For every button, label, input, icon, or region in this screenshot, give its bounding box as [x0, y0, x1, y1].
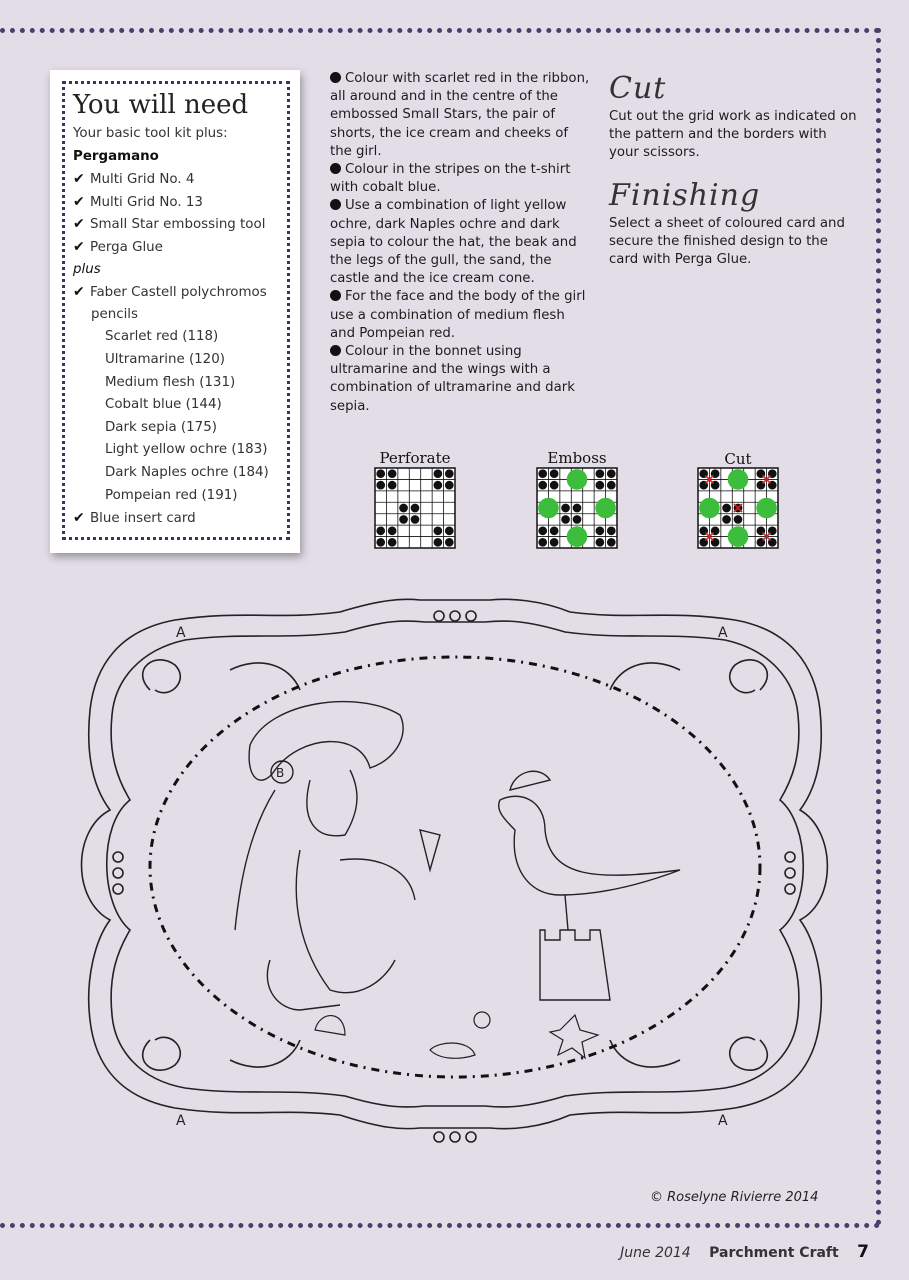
page-footer [620, 1242, 869, 1262]
emboss-grid-hole [561, 504, 570, 513]
perforate-grid-hole [434, 527, 443, 536]
pencil-item: Dark Naples ochre (184) [105, 464, 269, 480]
perforate-grid-hole [376, 527, 385, 536]
cut-grid-hole [734, 515, 743, 524]
perforate-grid-hole [434, 538, 443, 547]
emboss-grid-hole [607, 481, 616, 490]
cut-heading: Cut [609, 71, 667, 106]
bullet-icon [330, 345, 341, 356]
corner-label-a: A [176, 625, 186, 641]
list-item-continued: pencils [91, 306, 139, 322]
pencil-item: Cobalt blue (144) [105, 397, 222, 413]
emboss-grid-hole [550, 481, 559, 490]
perforate-grid-hole [445, 481, 454, 490]
check-icon: ✔ [73, 510, 85, 527]
beach-shells [315, 1012, 598, 1058]
perforate-grid-hole [411, 504, 420, 513]
cut-grid-embossed-dot [699, 498, 720, 519]
pencil-item: Ultramarine (120) [105, 351, 225, 367]
corner-label-a: A [718, 625, 728, 641]
instruction-paragraph: Colour in the stripes on the t-shirt with cobalt blue. [330, 162, 571, 196]
perforate-grid-hole [388, 481, 397, 490]
emboss-grid-hole [538, 527, 547, 536]
check-icon: ✔ [73, 171, 85, 188]
cut-grid-hole [722, 504, 731, 513]
emboss-grid-hole [538, 538, 547, 547]
pencil-item: Scarlet red (118) [105, 329, 219, 345]
perforate-grid-hole [376, 538, 385, 547]
emboss-label: Emboss [547, 449, 607, 467]
emboss-grid-hole [607, 538, 616, 547]
list-item: ✔ Multi Grid No. 13 [73, 191, 287, 214]
cut-text: Cut out the grid work as indicated on the pattern and the borders with your scissors. [609, 109, 857, 161]
tool-kit-intro: Your basic tool kit plus: [73, 126, 228, 141]
perforate-grid-diagram [374, 467, 456, 549]
emboss-grid-hole [607, 469, 616, 478]
check-icon: ✔ [73, 216, 85, 233]
pattern-artwork [0, 560, 909, 1129]
perforate-grid-hole [445, 527, 454, 536]
section-pergamano: Pergamano [73, 148, 159, 164]
perforate-grid-hole [434, 469, 443, 478]
emboss-grid-hole [550, 469, 559, 478]
instruction-paragraph: Colour in the bonnet using ultramarine and the wings with a combination of ultramarine and dark sepia. [330, 344, 575, 414]
perforate-grid-hole [388, 538, 397, 547]
list-item: ✔ Faber Castell polychromos [73, 281, 287, 304]
bullet-icon [330, 199, 341, 210]
emboss-grid-hole [596, 481, 605, 490]
scroll-frame [82, 599, 828, 1142]
perforate-grid-hole [376, 481, 385, 490]
cut-grid-embossed-dot [756, 498, 777, 519]
dotted-oval [150, 657, 760, 1077]
emboss-grid-hole [550, 527, 559, 536]
cut-grid-diagram [697, 467, 779, 549]
you-will-need-dotted-frame [62, 81, 290, 540]
list-item: ✔ Multi Grid No. 4 [73, 168, 287, 191]
emboss-grid-embossed-dot [567, 469, 588, 490]
girl-figure [235, 702, 440, 1010]
pencil-item: Pompeian red (191) [105, 487, 238, 503]
emboss-grid-embossed-dot [567, 526, 588, 547]
dotted-border-bottom [0, 1223, 880, 1228]
seagull-figure [499, 771, 680, 1000]
perforate-grid-hole [411, 515, 420, 524]
check-icon: ✔ [73, 284, 85, 301]
check-icon: ✔ [73, 193, 85, 210]
instruction-paragraph: Colour with scarlet red in the ribbon, all around and in the centre of the embossed Small Stars, the pair of shorts, the ice cream and cheeks of the girl. [330, 71, 590, 159]
instruction-paragraph: Use a combination of light yellow ochre, dark Naples ochre and dark sepia to colour the hat, the beak and the legs of the gull, the sand, the castle and the ice cream cone. [330, 198, 577, 287]
emboss-grid-hole [596, 538, 605, 547]
pencil-item: Medium flesh (131) [105, 374, 236, 390]
magazine-name: Parchment Craft [709, 1245, 839, 1261]
you-will-need-title: You will need [73, 90, 249, 120]
list-item: ✔ Blue insert card [73, 507, 287, 530]
perforate-grid-hole [434, 481, 443, 490]
corner-label-a: A [718, 1113, 728, 1129]
bonnet-label-b: B [276, 766, 285, 780]
cut-grid-embossed-dot [728, 526, 749, 547]
instruction-paragraph: For the face and the body of the girl use a combination of medium flesh and Pompeian red. [330, 289, 586, 341]
emboss-grid-hole [538, 469, 547, 478]
cut-grid-label: Cut [724, 450, 752, 468]
finishing-text: Select a sheet of coloured card and secure the finished design to the card with Perga Glue. [609, 215, 845, 268]
bullet-icon [330, 290, 341, 301]
emboss-grid-hole [596, 527, 605, 536]
perforate-grid-hole [376, 469, 385, 478]
cut-grid-hole [722, 515, 731, 524]
corner-label-a: A [176, 1113, 186, 1129]
emboss-grid-hole [561, 515, 570, 524]
bullet-icon [330, 163, 341, 174]
finishing-heading: Finishing [609, 177, 761, 213]
cut-grid-embossed-dot [728, 469, 749, 490]
emboss-grid-hole [607, 527, 616, 536]
perforate-grid-hole [388, 527, 397, 536]
page-number: 7 [857, 1242, 869, 1262]
you-will-need-panel [50, 70, 300, 553]
pencil-item: Dark sepia (175) [105, 419, 217, 435]
emboss-grid-embossed-dot [595, 498, 616, 519]
perforate-grid-hole [388, 469, 397, 478]
dotted-border-top [0, 28, 880, 33]
emboss-grid-hole [596, 469, 605, 478]
emboss-grid-hole [573, 504, 582, 513]
colouring-instructions [330, 70, 590, 416]
perforate-grid-hole [399, 504, 408, 513]
issue-date: June 2014 [620, 1245, 691, 1261]
list-item: ✔ Perga Glue [73, 236, 287, 259]
bullet-icon [330, 72, 341, 83]
cut-finishing-column [609, 70, 859, 269]
section-plus: plus [73, 261, 101, 277]
copyright-notice: © Roselyne Rivierre 2014 [650, 1190, 819, 1205]
emboss-grid-diagram [536, 467, 618, 549]
perforate-grid-hole [445, 538, 454, 547]
emboss-grid-hole [538, 481, 547, 490]
list-item: ✔ Small Star embossing tool [73, 213, 287, 236]
emboss-grid-embossed-dot [538, 498, 559, 519]
perforate-grid-hole [399, 515, 408, 524]
emboss-grid-hole [573, 515, 582, 524]
perforate-label: Perforate [379, 449, 451, 467]
check-icon: ✔ [73, 238, 85, 255]
perforate-grid-hole [445, 469, 454, 478]
pencil-item: Light yellow ochre (183) [105, 442, 268, 458]
emboss-grid-hole [550, 538, 559, 547]
